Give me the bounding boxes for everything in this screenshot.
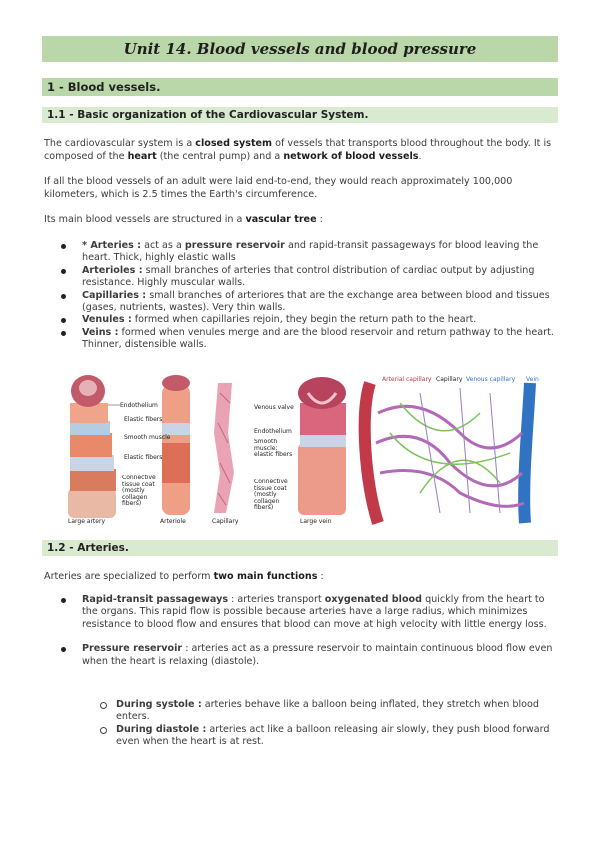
list-item-rapid-transit (44, 594, 556, 631)
bullet-icon (61, 244, 66, 249)
label-arterial-capillary: Arterial capillary (382, 376, 432, 383)
arteries-functions-list (44, 594, 556, 668)
text: act as a (141, 240, 185, 251)
bold-text: network of blood vessels (283, 151, 419, 162)
sublist-item-diastole (44, 724, 556, 749)
list-item-arteries (44, 240, 556, 265)
text: of vessels that transports blood throughout the body. It is composed of the (44, 138, 552, 162)
list-term: Rapid-transit passageways (82, 594, 229, 605)
list-item-pressure-reservoir (44, 643, 556, 668)
text: The cardiovascular system is a (44, 138, 196, 149)
list-item-capillaries (44, 290, 556, 315)
list-term: During diastole : (116, 723, 207, 735)
label-vein-connective-text: Connective tissue coat (mostly collagen fibers) (254, 479, 288, 511)
paragraph-arteries-intro (44, 570, 556, 583)
label-endothelium-vein: Endothelium (254, 428, 292, 435)
list-item-veins (44, 327, 556, 352)
label-elastic-fibers: Elastic fibers (124, 416, 163, 423)
section-heading-blood-vessels: 1 - Blood vessels. (42, 78, 558, 96)
circle-bullet-icon (100, 727, 107, 734)
list-term: Arterioles : (82, 264, 143, 276)
label-capillary-bed: Capillary (436, 376, 463, 383)
bold-text: closed system (195, 138, 273, 149)
list-term: * Arteries : (82, 240, 142, 251)
text: : arteries act as a pressure reservoir to maintain continuous blood flow even when the heart is relaxing (diastole). (82, 643, 553, 667)
circle-bullet-icon (100, 702, 107, 709)
label-smooth-muscle: Smooth muscle (124, 434, 171, 441)
capillary-bed-drawing (365, 376, 539, 523)
list-term: Venules : (82, 314, 132, 326)
blood-vessels-illustration (60, 373, 548, 525)
paragraph-vascular-tree (44, 213, 556, 226)
list-term: Capillaries : (82, 289, 147, 301)
label-capillary: Capillary (212, 518, 239, 525)
label-elastic-fibers-2: Elastic fibers (124, 454, 163, 461)
label-large-artery: Large artery (68, 518, 105, 525)
list-term: During systole : (116, 699, 202, 710)
label-connective-tissue (122, 475, 166, 511)
paragraph-vessel-length: If all the blood vessels of an adult were laid end-to-end, they would reach approximately 100,000 kilometers, which is 2.5 times the Earth's circumference. (44, 176, 513, 200)
list-term: Veins : (82, 326, 119, 338)
sublist-item-systole (44, 699, 556, 724)
label-venous-valve: Venous valve (254, 404, 294, 411)
label-venous-capillary: Venous capillary (466, 376, 516, 383)
label-endothelium: Endothelium (120, 402, 158, 409)
label-large-vein: Large vein (300, 518, 332, 525)
label-vein-connective (254, 479, 298, 515)
text: Its main blood vessels are structured in a (44, 214, 246, 225)
text: : (316, 214, 323, 225)
label-vein-muscle (254, 439, 298, 469)
large-vein-drawing (298, 377, 346, 515)
pressure-reservoir-sublist (44, 699, 556, 749)
bullet-icon (61, 331, 66, 336)
arteriole-drawing (162, 375, 190, 515)
text: formed when capillaries rejoin, they begin the return path to the heart. (131, 314, 477, 326)
text: Arteries are specialized to perform (44, 571, 214, 582)
large-artery-drawing (68, 375, 116, 518)
text: and rapid-transit passageways for blood leaving the heart. Thick, highly elastic walls (82, 240, 539, 264)
text: small branches of arteriores that are the exchange area between blood and tissues (gases, nutrients, wastes). Very thin walls. (82, 289, 550, 314)
text: arteries behave like a balloon being inflated, they stretch when blood enters. (116, 699, 539, 723)
bullet-icon (61, 294, 66, 299)
list-item-venules (44, 314, 556, 326)
text: : (317, 571, 324, 582)
subsection-heading-basic-organization: 1.1 - Basic organization of the Cardiovascular System. (42, 107, 558, 123)
label-vein-muscle-text: Smooth muscle; elastic fibers (254, 439, 293, 458)
list-item-arterioles (44, 265, 556, 290)
text: arteries act like a balloon releasing air slowly, they push blood forward even when the heart is at rest. (116, 723, 550, 748)
bold-text: two main functions (213, 571, 318, 582)
bold-text: pressure reservoir (184, 240, 285, 251)
text: quickly from the heart to the organs. This rapid flow is possible because arteries have a large radius, which minimizes resistance to blood flow and ensures that blood can move at high velocity with little energy loss. (82, 594, 547, 630)
capillary-drawing (214, 383, 234, 513)
list-term: Pressure reservoir (82, 643, 183, 655)
text: (the central pump) and a (156, 151, 284, 162)
text: . (418, 151, 422, 162)
label-vein: Vein (526, 376, 539, 383)
bold-text: oxygenated blood (324, 594, 423, 605)
bullet-icon (61, 647, 66, 652)
bullet-icon (61, 318, 66, 323)
vascular-tree-list (44, 240, 556, 352)
page-title-bar (42, 36, 558, 62)
bold-text: vascular tree (245, 214, 317, 225)
text: : arteries transport (228, 594, 325, 605)
subsection-heading-arteries: 1.2 - Arteries. (42, 540, 558, 556)
text: formed when venules merge and are the blood reservoir and return pathway to the heart. Thinner, distensible walls. (82, 326, 554, 351)
bullet-icon (61, 598, 66, 603)
label-connective-tissue-text: Connective tissue coat (mostly collagen fibers) (122, 475, 156, 507)
paragraph-closed-system (44, 137, 556, 163)
label-arteriole: Arteriole (160, 518, 186, 525)
page-title: Unit 14. Blood vessels and blood pressure (123, 40, 477, 58)
bold-text: heart (127, 151, 157, 162)
text: small branches of arteries that control distribution of cardiac output by adjusting resistance. Highly muscular walls. (82, 264, 535, 289)
bullet-icon (61, 269, 66, 274)
